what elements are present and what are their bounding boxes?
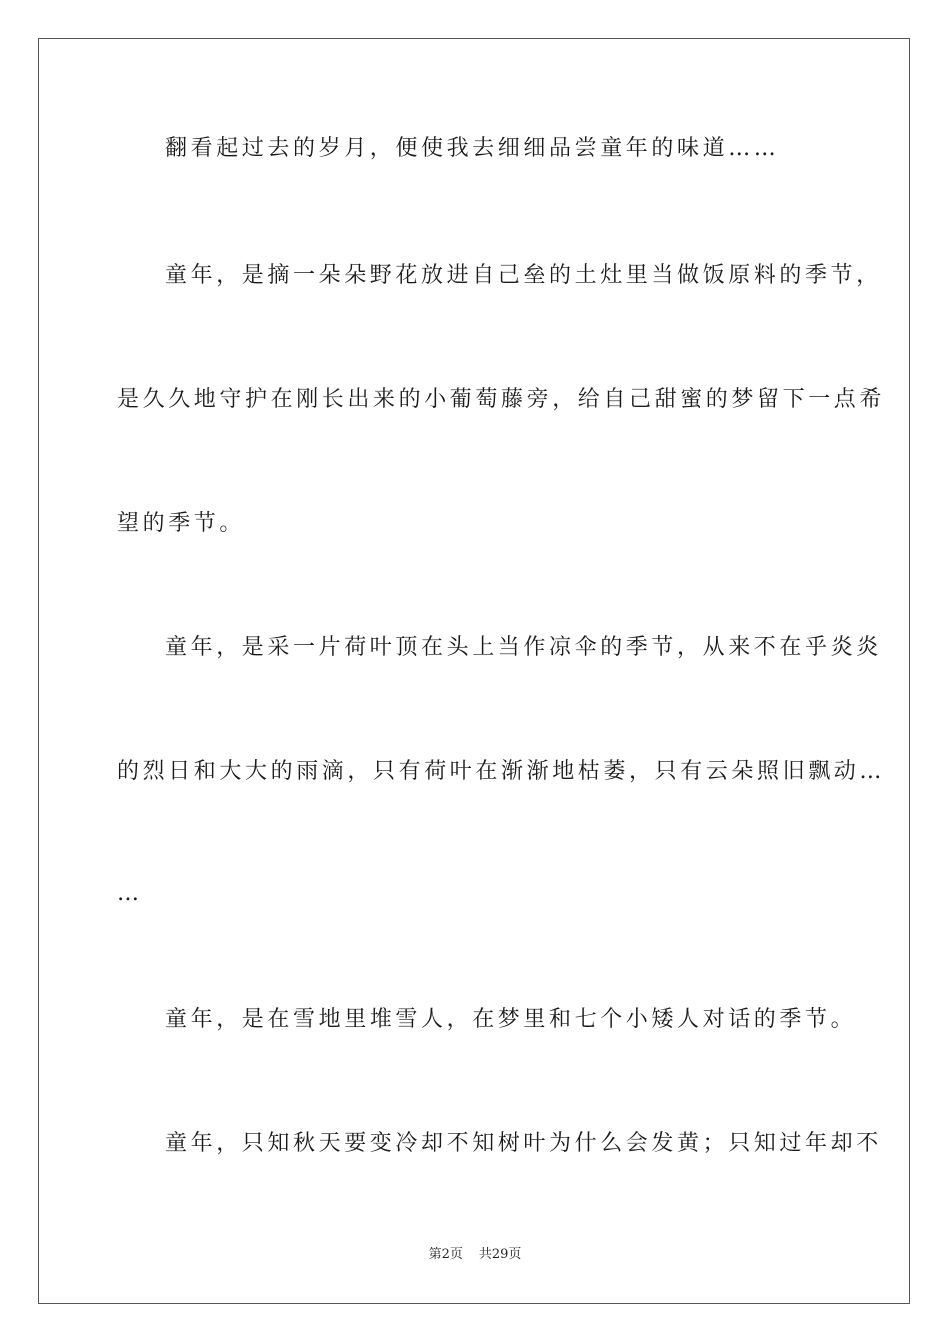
page-number: 第2页 [428, 1247, 463, 1262]
paragraph-line-3: 是久久地守护在刚长出来的小葡萄藤旁，给自己甜蜜的梦留下一点希 [117, 387, 886, 412]
page-border [38, 38, 910, 1304]
paragraph-line-2: 童年，是摘一朵朵野花放进自己垒的土灶里当做饭原料的季节， [165, 263, 882, 288]
paragraph-line-6: 的烈日和大大的雨滴，只有荷叶在渐渐地枯萎，只有云朵照旧飘动… [117, 759, 886, 784]
page-footer [0, 1246, 950, 1264]
paragraph-line-5: 童年，是采一片荷叶顶在头上当作凉伞的季节，从来不在乎炎炎 [165, 635, 882, 660]
paragraph-line-8: 童年，是在雪地里堆雪人，在梦里和七个小矮人对话的季节。 [165, 1007, 857, 1032]
paragraph-line-4: 望的季节。 [117, 511, 246, 536]
page-total: 共29页 [478, 1247, 522, 1262]
paragraph-line-7: … [117, 881, 143, 906]
paragraph-line-1: 翻看起过去的岁月，便使我去细细品尝童年的味道…… [165, 136, 780, 161]
paragraph-line-9: 童年，只知秋天要变冷却不知树叶为什么会发黄；只知过年却不 [165, 1131, 882, 1156]
